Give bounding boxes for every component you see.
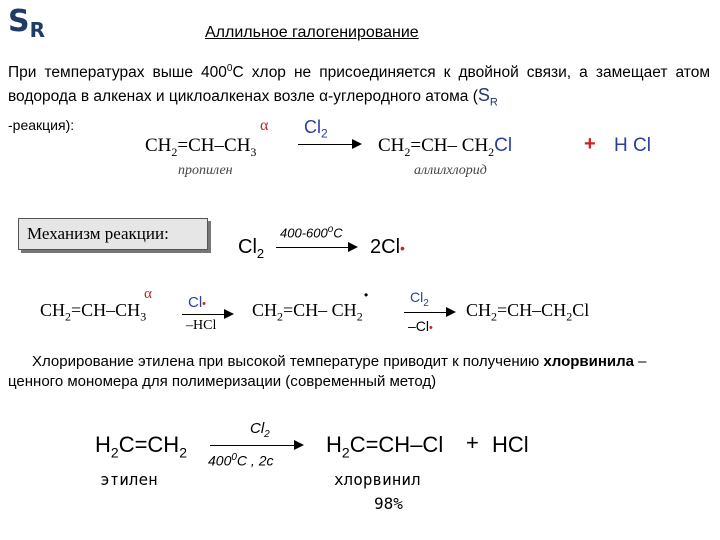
reaction1-product: $CH_2=CH-$ $CH_2Cl$ bbox=[378, 135, 513, 159]
step2-reagent: $Cl_2$ bbox=[410, 289, 429, 309]
step-reactant: $CH_2=CH-CH_3$ bbox=[40, 300, 147, 324]
reaction1-reactant: $CH_2=CH-CH_3$ bbox=[145, 135, 257, 159]
step1-arrow bbox=[182, 314, 232, 315]
init-arrow bbox=[276, 247, 356, 248]
page-title: Аллильное галогенирование bbox=[205, 24, 419, 41]
step1-byproduct: –HCl bbox=[186, 318, 217, 333]
reaction2-arrow bbox=[210, 445, 302, 446]
init-condition: 400-600$^o$C bbox=[280, 224, 343, 241]
reaction1-reagent: $Cl_2$ bbox=[304, 117, 328, 141]
sr-inline: $S_R$ bbox=[477, 85, 498, 109]
reactant-name-propylene: пропилен bbox=[178, 163, 233, 178]
step2-arrow bbox=[404, 312, 454, 313]
intro-paragraph: При температурах выше $400^0С$ хлор не присоединяется к двойной связи, а замещает атом водорода в алкенах и циклоалкенах возле α-углеродного атома ($S_R$ -реакция): bbox=[8, 63, 710, 133]
product-name-vinylchloride: хлорвинил bbox=[334, 470, 421, 489]
ethylene-paragraph-line2: ценного мономера для полимеризации (современный метод) bbox=[8, 373, 437, 390]
allyl-radical: $CH_2=CH-$ $CH_2$ bbox=[252, 300, 363, 324]
reaction2-reagent: $Cl_2$ bbox=[250, 420, 270, 440]
reactant-name-ethylene: этилен bbox=[100, 470, 158, 489]
reaction1-byproduct: H Cl bbox=[614, 135, 651, 156]
ethylene-paragraph-line1: Хлорирование этилена при высокой температуре приводит к получению хлорвинила – bbox=[32, 353, 647, 370]
step-product: $CH_2=CH-CH_2Cl$ bbox=[466, 300, 590, 324]
reaction2-plus: + bbox=[466, 430, 479, 455]
reaction1-plus: + bbox=[584, 133, 596, 155]
reaction2-product: $H_2C=CH-Cl$ bbox=[326, 432, 444, 461]
radical-dot: • bbox=[364, 288, 369, 302]
step-alpha-mark: α bbox=[144, 286, 152, 302]
alpha-mark: α bbox=[260, 117, 269, 134]
reaction2-byproduct: HCl bbox=[492, 432, 529, 457]
reaction2-condition: $400^0C$ , 2c bbox=[208, 452, 274, 469]
init-reactant: $Cl_2$ bbox=[238, 236, 265, 261]
reaction2-reactant: $H_2C=CH_2$ bbox=[95, 432, 187, 461]
step2-byproduct: –Cl• bbox=[408, 318, 433, 334]
product-name-allylchloride: аллилхлорид bbox=[414, 163, 487, 178]
mechanism-label: Механизм реакции: bbox=[18, 218, 208, 250]
init-product: 2Cl• bbox=[370, 236, 405, 258]
step1-reagent: Cl• bbox=[188, 294, 207, 311]
reaction1-arrow bbox=[298, 144, 360, 145]
reaction2-yield: 98% bbox=[374, 494, 403, 513]
sr-heading: $S_R$ bbox=[8, 4, 46, 42]
